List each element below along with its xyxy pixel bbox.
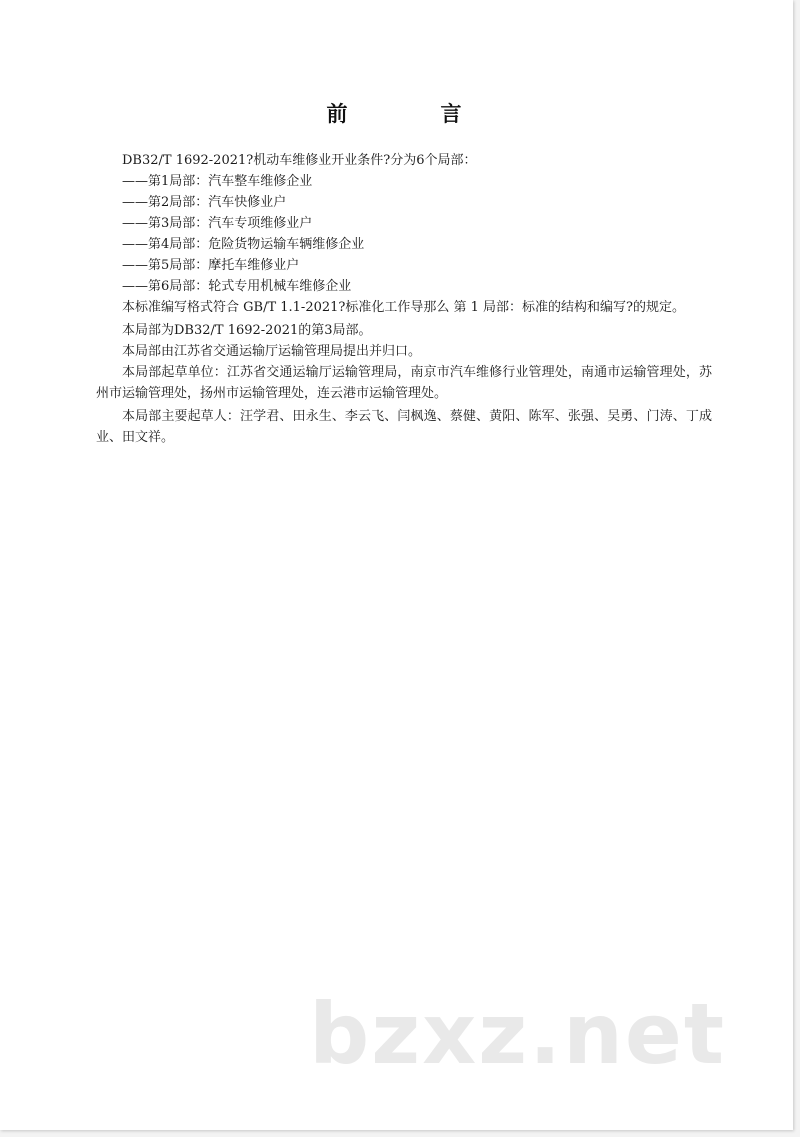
site-watermark: bzxz.net: [309, 985, 726, 1083]
paragraph-drafters: 本局部主要起草人：汪学君、田永生、李云飞、闫枫逸、蔡健、黄阳、陈军、张强、吴勇、门涛、丁成业、田文祥。: [96, 409, 712, 445]
intro-line: DB32/T 1692-2021?机动车维修业开业条件?分为6个局部：: [122, 153, 477, 168]
part-item-4: ——第4局部：危险货物运输车辆维修企业: [122, 237, 365, 252]
paragraph-format: 本标准编写格式符合 GB/T 1.1-2021?标准化工作导那么 第 1 局部：标准的结构和编写?的规定。: [122, 300, 686, 315]
part-item-5: ——第5局部：摩托车维修业户: [122, 258, 300, 273]
paragraph-part-scope: 本局部为DB32/T 1692-2021的第3局部。: [122, 323, 372, 338]
paragraph-drafting-units: 本局部起草单位：江苏省交通运输厅运输管理局，南京市汽车维修行业管理处，南通市运输管理处，苏州市运输管理处，扬州市运输管理处，连云港市运输管理处。: [96, 365, 712, 401]
page-title: 前 言: [326, 101, 498, 126]
part-item-2: ——第2局部：汽车快修业户: [122, 195, 287, 210]
part-item-3: ——第3局部：汽车专项维修业户: [122, 216, 313, 231]
part-item-1: ——第1局部：汽车整车维修企业: [122, 174, 313, 189]
document-body: [96, 150, 712, 450]
paragraph-proposer: 本局部由江苏省交通运输厅运输管理局提出并归口。: [122, 344, 422, 359]
part-item-6: ——第6局部：轮式专用机械车维修企业: [122, 279, 352, 294]
